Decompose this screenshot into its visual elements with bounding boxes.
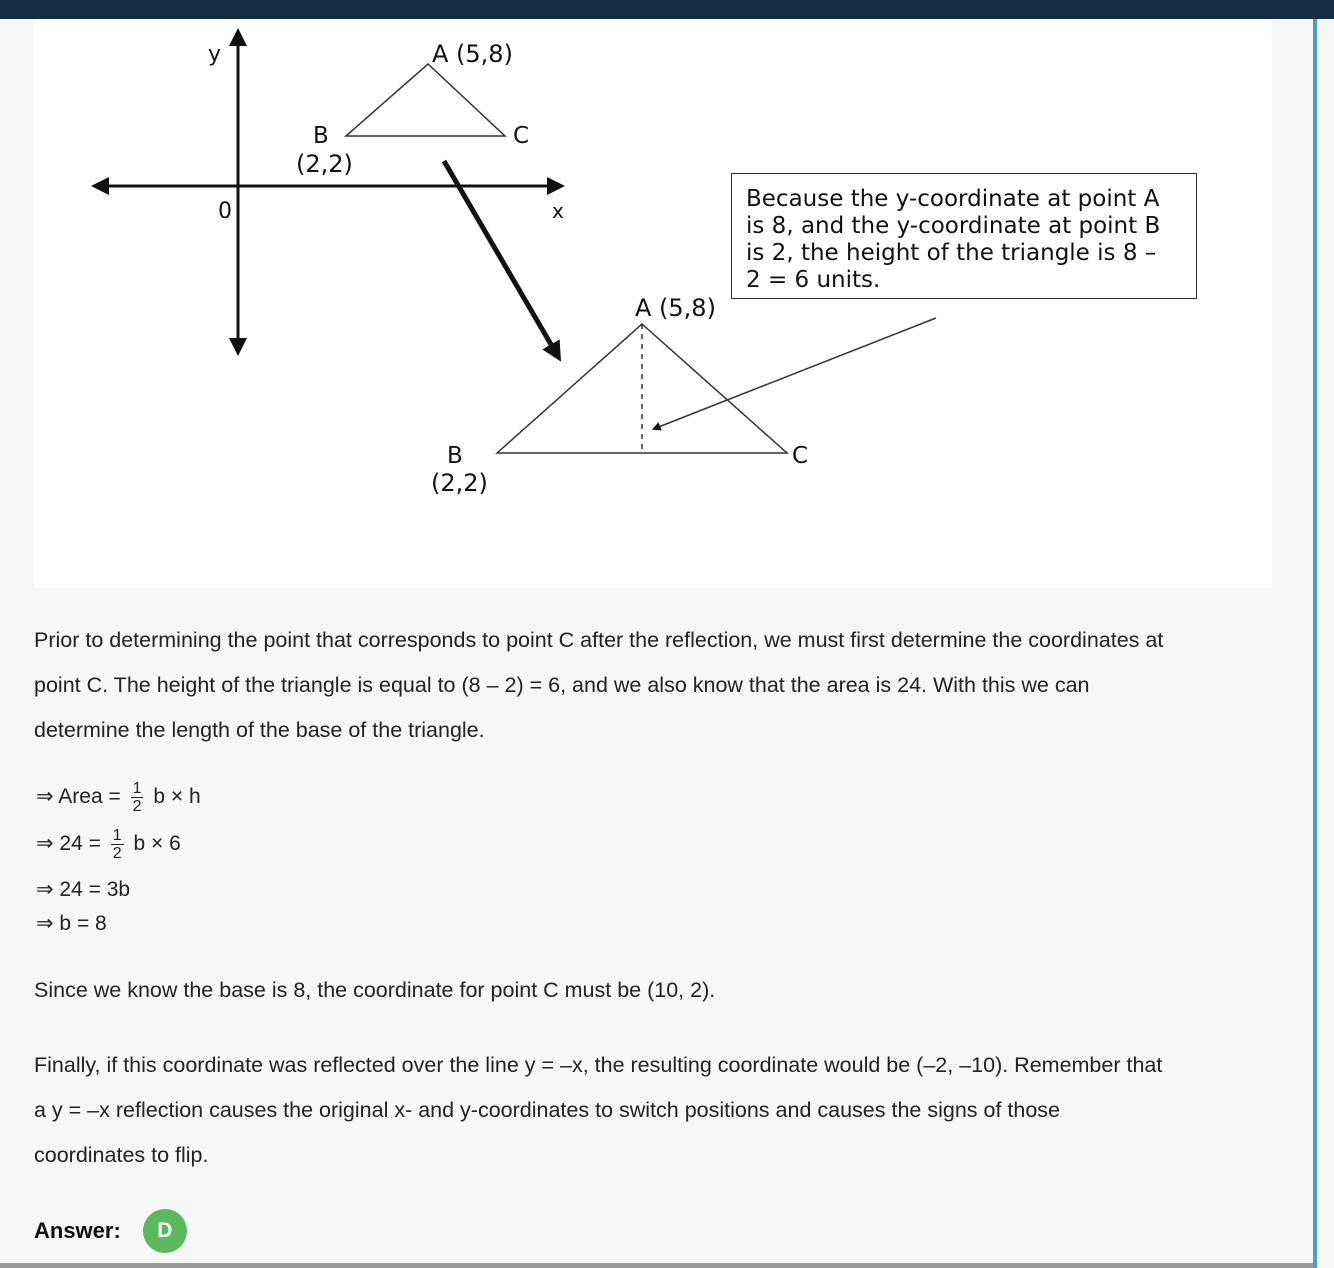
one-half-fraction [111, 827, 124, 862]
y-axis-label: y [208, 42, 222, 67]
fraction-numerator: 1 [132, 780, 142, 797]
answer-row [34, 1208, 187, 1254]
scrollbar-track[interactable] [1313, 19, 1317, 1268]
callout-line-4: 2 = 6 units. [746, 267, 881, 293]
transform-arrow [444, 161, 556, 353]
paragraph-1-line-1: Prior to determining the point that corresponds to point C after the reflection, we must first determine the coordinates at [34, 628, 1164, 652]
top-bar [0, 0, 1334, 19]
math-step-1-suffix: b × h [153, 785, 201, 809]
paragraph-1-line-3: determine the length of the base of the triangle. [34, 718, 485, 742]
answer-label: Answer: [34, 1218, 121, 1243]
answer-choice-badge: D [143, 1209, 187, 1253]
explanation-paragraph-1 [34, 618, 1284, 753]
callout-line-3: is 2, the height of the triangle is 8 – [746, 240, 1157, 266]
large-triangle-b-label: B [447, 443, 463, 469]
math-step-4: ⇒ b = 8 [36, 912, 107, 935]
callout-line-1: Because the y-coordinate at point A [746, 186, 1160, 212]
callout-line-2: is 8, and the y-coordinate at point B [746, 213, 1161, 239]
one-half-fraction [131, 780, 144, 815]
x-axis-label: x [552, 199, 564, 223]
paragraph-3-line-1: Finally, if this coordinate was reflected over the line y = –x, the resulting coordinate would be (–2, –10). Remember that [34, 1053, 1163, 1077]
fraction-denominator: 2 [112, 845, 122, 862]
large-triangle-a-label: A (5,8) [635, 294, 716, 322]
large-triangle-c-label: C [792, 443, 809, 469]
origin-label: 0 [218, 199, 232, 224]
explanation-paragraph-3 [34, 1043, 1284, 1178]
math-step-3: ⇒ 24 = 3b [36, 878, 131, 901]
small-triangle-c-label: C [513, 123, 530, 149]
fraction-denominator: 2 [132, 798, 142, 815]
math-step-2-prefix: ⇒ 24 = [36, 832, 101, 856]
small-triangle-b-label: B [313, 123, 329, 149]
bottom-divider [0, 1263, 1313, 1268]
paragraph-1-line-2: point C. The height of the triangle is equal to (8 – 2) = 6, and we also know that the area is 24. With this we can [34, 673, 1090, 697]
paragraph-3-line-2: a y = –x reflection causes the original x- and y-coordinates to switch positions and causes the signs of those [34, 1098, 1060, 1122]
explanation-figure [34, 19, 1272, 588]
small-triangle-b-coord: (2,2) [296, 150, 353, 178]
large-triangle-b-coord: (2,2) [431, 469, 488, 497]
coordinate-diagram [34, 19, 1272, 588]
small-triangle [346, 64, 505, 136]
height-callout [731, 173, 1197, 299]
paragraph-2-line-1: Since we know the base is 8, the coordinate for point C must be (10, 2). [34, 978, 716, 1002]
math-step-1 [36, 780, 201, 815]
math-step-2-suffix: b × 6 [133, 832, 181, 856]
math-step-2 [36, 827, 181, 862]
explanation-paragraph-2 [34, 968, 1284, 1013]
fraction-numerator: 1 [112, 827, 122, 844]
math-step-1-prefix: ⇒ Area = [36, 785, 121, 809]
small-triangle-a-label: A (5,8) [432, 40, 513, 68]
paragraph-3-line-3: coordinates to flip. [34, 1143, 209, 1167]
